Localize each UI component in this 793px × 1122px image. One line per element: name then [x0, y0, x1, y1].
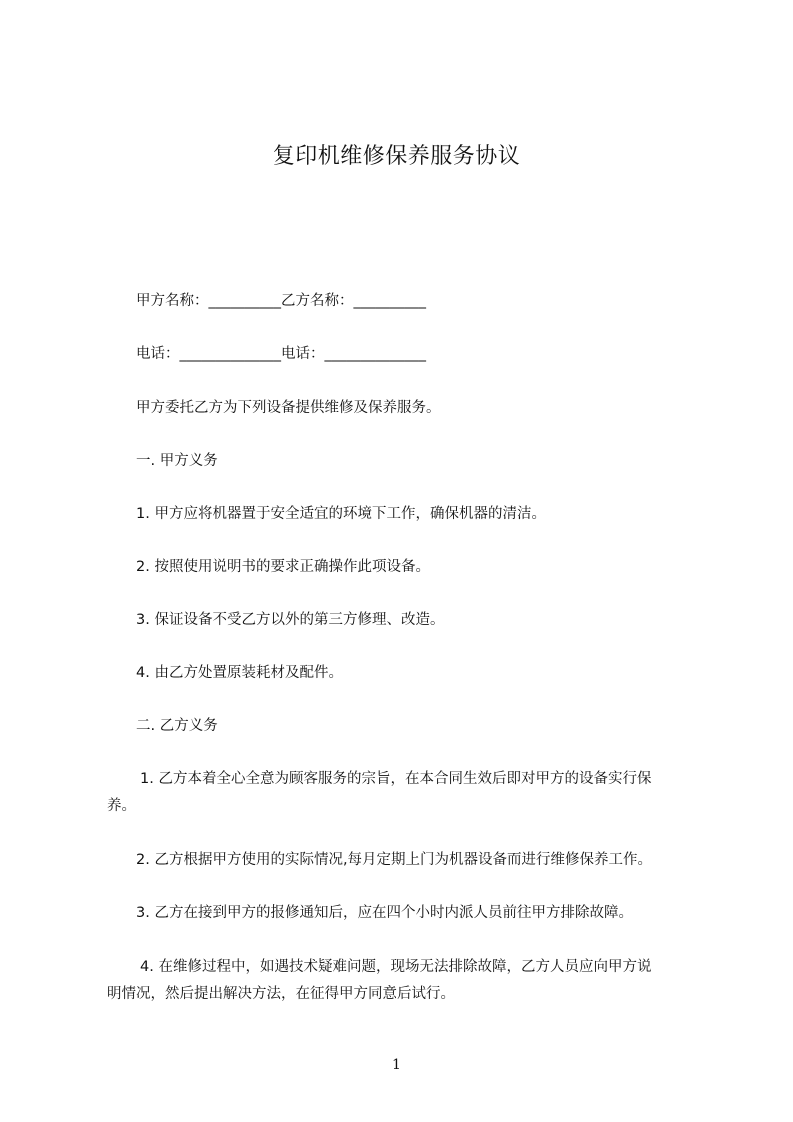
document-title: 复印机维修保养服务协议 [272, 144, 521, 169]
phone-line: 电话：______________电话：______________ [136, 346, 426, 362]
party-b-item-1-line-2: 养。 [107, 798, 136, 814]
section-heading-party-b: 二. 乙方义务 [136, 718, 218, 734]
party-a-item-3: 3. 保证设备不受乙方以外的第三方修理、改造。 [136, 612, 445, 628]
party-a-item-1: 1. 甲方应将机器置于安全适宜的环境下工作，确保机器的清洁。 [136, 506, 546, 522]
party-b-item-1-line-1: 1. 乙方本着全心全意为顾客服务的宗旨，在本合同生效后即对甲方的设备实行保 [140, 771, 652, 787]
section-heading-party-a: 一. 甲方义务 [136, 453, 218, 469]
party-names-line: 甲方名称：__________乙方名称：__________ [136, 293, 426, 309]
party-b-item-2: 2. 乙方根据甲方使用的实际情况,每月定期上门为机器设备而进行维修保养工作。 [136, 852, 653, 868]
page-number: 1 [392, 1057, 401, 1073]
intro-paragraph: 甲方委托乙方为下列设备提供维修及保养服务。 [136, 400, 441, 416]
party-a-item-4: 4. 由乙方处置原装耗材及配件。 [136, 665, 343, 681]
party-b-item-4-line-2: 明情况，然后提出解决方法，在征得甲方同意后试行。 [107, 986, 455, 1002]
party-b-item-4-line-1: 4. 在维修过程中，如遇技术疑难问题，现场无法排除故障，乙方人员应向甲方说 [140, 959, 652, 975]
party-a-item-2: 2. 按照使用说明书的要求正确操作此项设备。 [136, 559, 430, 575]
party-b-item-3: 3. 乙方在接到甲方的报修通知后，应在四个小时内派人员前往甲方排除故障。 [136, 905, 633, 921]
